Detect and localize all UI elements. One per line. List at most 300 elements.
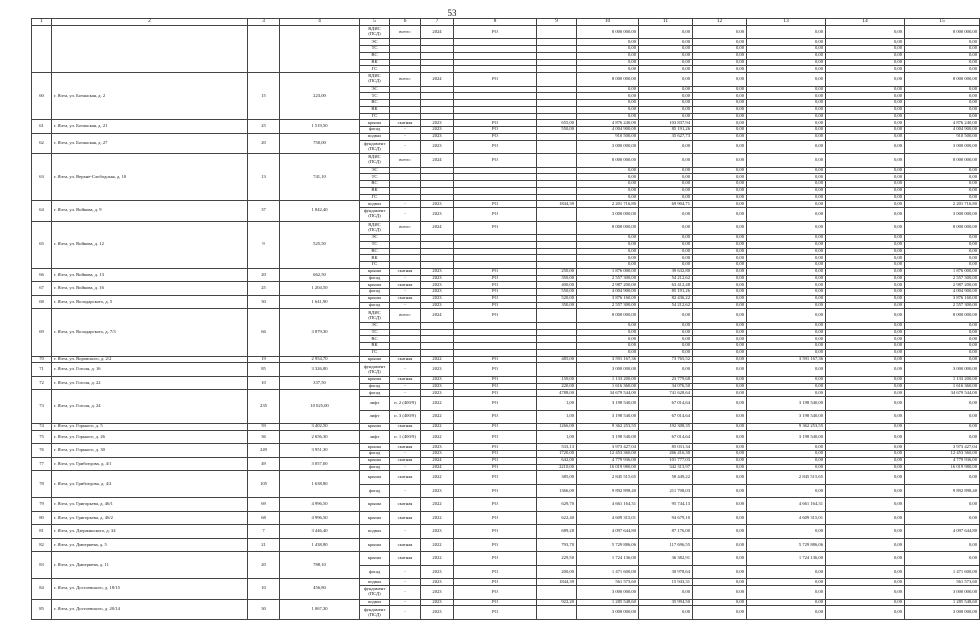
table-cell: 0,00 xyxy=(747,376,826,383)
table-cell: 3 951,30 xyxy=(280,444,360,458)
table-cell xyxy=(454,39,537,46)
table-cell: 0,00 xyxy=(826,538,905,552)
table-cell: 0,00 xyxy=(747,309,826,323)
table-cell xyxy=(537,106,577,113)
table-cell: 2 656,30 xyxy=(280,430,360,444)
table-cell: 2 557 300,00 xyxy=(577,302,639,309)
table-cell xyxy=(454,167,537,174)
table-cell: 2022 xyxy=(421,498,454,512)
table-cell: 80 xyxy=(32,511,52,525)
table-cell: РО xyxy=(454,606,537,620)
table-cell: 2023 xyxy=(421,120,454,127)
table-cell: 0,00 xyxy=(826,451,905,458)
table-cell: фундамент (ПСД) xyxy=(360,140,390,154)
table-cell: 3 198 540,00 xyxy=(747,430,826,444)
table-cell: 2024 xyxy=(421,221,454,235)
table-cell: 1 471 600,00 xyxy=(905,565,980,579)
table-cell: 69 904,71 xyxy=(639,201,693,208)
table-cell: 0,00 xyxy=(905,343,980,350)
table-cell xyxy=(421,86,454,93)
table-cell: 0,00 xyxy=(905,349,980,356)
table-cell: 4 097 644,80 xyxy=(577,525,639,539)
table-cell xyxy=(421,329,454,336)
table-cell xyxy=(390,46,421,53)
table-cell: 12 453 360,00 xyxy=(905,451,980,458)
table-cell: 0,00 xyxy=(905,336,980,343)
table-cell: 0,00 xyxy=(905,322,980,329)
table-cell: ТС xyxy=(360,46,390,53)
table-cell: ВК xyxy=(360,343,390,350)
table-cell: РО xyxy=(454,457,537,464)
table-cell xyxy=(537,46,577,53)
table-cell: 5 729 886,06 xyxy=(747,538,826,552)
table-row xyxy=(32,221,980,235)
table-cell: ЭС xyxy=(360,235,390,242)
table-cell: РО xyxy=(454,73,537,87)
table-cell: 69 xyxy=(248,498,280,512)
table-cell: 0,00 xyxy=(747,525,826,539)
table-cell: 0,00 xyxy=(747,248,826,255)
column-number: 7 xyxy=(421,19,454,26)
table-cell: 0,00 xyxy=(639,59,693,66)
table-cell: 220,00 xyxy=(537,383,577,390)
table-cell: 1 285 548,60 xyxy=(905,599,980,606)
table-cell: г. Ялта, ул. Грибоедова, д. 4/1 xyxy=(52,457,248,471)
table-cell: подвал xyxy=(360,201,390,208)
table-cell: 61 xyxy=(32,120,52,134)
table-cell: 0,00 xyxy=(693,579,747,586)
table-cell: 0,00 xyxy=(693,275,747,282)
table-cell: скатная xyxy=(390,457,421,464)
table-cell: 82 436,22 xyxy=(639,295,693,302)
table-cell: 37 xyxy=(248,201,280,221)
table-cell: 0,00 xyxy=(693,484,747,498)
table-cell: 85 031,34 xyxy=(639,444,693,451)
table-cell: 16 019 980,00 xyxy=(577,464,639,471)
table-cell: 0,00 xyxy=(747,113,826,120)
table-cell: 0,00 xyxy=(639,349,693,356)
table-cell: 0,00 xyxy=(577,181,639,188)
table-cell: г. Ялта, ул. Грибоедова, д. 4/2 xyxy=(52,471,248,498)
table-cell xyxy=(454,86,537,93)
table-cell: ТС xyxy=(360,329,390,336)
table-cell: 0,00 xyxy=(747,120,826,127)
table-cell xyxy=(421,46,454,53)
table-cell: 0,00 xyxy=(693,289,747,296)
table-cell xyxy=(421,181,454,188)
table-cell: 0,00 xyxy=(826,255,905,262)
table-cell: 0,00 xyxy=(826,174,905,181)
table-cell: 0,00 xyxy=(693,268,747,275)
table-cell: ВС xyxy=(360,52,390,59)
table-cell: 2 954,70 xyxy=(280,356,360,363)
table-cell: 0,00 xyxy=(826,39,905,46)
table-cell: подвал xyxy=(360,599,390,606)
table-cell: 25 xyxy=(248,282,280,296)
table-cell: 1 876 000,00 xyxy=(577,268,639,275)
table-cell xyxy=(421,167,454,174)
table-cell: 2024 xyxy=(421,309,454,323)
table-cell: - xyxy=(390,464,421,471)
table-cell: 0,00 xyxy=(826,167,905,174)
table-cell: 0,00 xyxy=(905,59,980,66)
table-cell: 3 000 000,00 xyxy=(905,363,980,377)
table-cell xyxy=(421,66,454,73)
table-cell xyxy=(421,194,454,201)
table-cell xyxy=(421,39,454,46)
table-cell: 4 661 164,31 xyxy=(577,498,639,512)
table-cell: 73 xyxy=(32,390,52,424)
table-cell: 0,00 xyxy=(693,376,747,383)
table-cell: 0,00 xyxy=(693,356,747,363)
column-number: 14 xyxy=(826,19,905,26)
table-cell: скатная xyxy=(390,356,421,363)
table-cell: РО xyxy=(454,133,537,140)
table-cell: 3 198 540,00 xyxy=(577,397,639,411)
table-cell: 0,00 xyxy=(693,201,747,208)
table-cell: 0,00 xyxy=(639,262,693,269)
table-cell: 0,00 xyxy=(826,525,905,539)
table-row xyxy=(32,552,980,566)
table-row xyxy=(32,424,980,431)
table-cell: 793,70 xyxy=(537,538,577,552)
table-cell: 2023 xyxy=(421,525,454,539)
table-cell: 103 837,94 xyxy=(639,120,693,127)
table-cell: 0,00 xyxy=(577,100,639,107)
table-cell: 0,00 xyxy=(693,167,747,174)
table-cell: 0,00 xyxy=(693,255,747,262)
table-cell: 0,00 xyxy=(577,174,639,181)
table-cell: 0,00 xyxy=(826,73,905,87)
table-cell: 2 557 300,00 xyxy=(905,275,980,282)
table-cell: 19 xyxy=(248,356,280,363)
table-cell: 0,00 xyxy=(826,275,905,282)
table-cell: 1,00 xyxy=(537,397,577,411)
table-cell xyxy=(390,336,421,343)
table-cell: 642,00 xyxy=(537,457,577,464)
table-cell: крыша xyxy=(360,268,390,275)
table-cell xyxy=(454,336,537,343)
table-cell xyxy=(421,235,454,242)
table-cell: 0,00 xyxy=(747,25,826,39)
table-cell: 0,00 xyxy=(693,599,747,606)
table-cell xyxy=(390,322,421,329)
table-cell xyxy=(421,187,454,194)
table-cell: 8 000 000,00 xyxy=(905,25,980,39)
table-cell xyxy=(537,187,577,194)
table-cell: 5 729 886,06 xyxy=(577,538,639,552)
table-cell: 0,00 xyxy=(826,241,905,248)
table-cell: 2022 xyxy=(421,471,454,485)
table-cell: 1 204,50 xyxy=(280,282,360,296)
table-row xyxy=(32,282,980,289)
table-cell: РО xyxy=(454,390,537,397)
table-cell xyxy=(390,113,421,120)
table-cell: 2024 xyxy=(421,464,454,471)
table-cell: 35 627,73 xyxy=(639,133,693,140)
table-cell: 82 xyxy=(32,538,52,552)
table-cell: 3 198 540,00 xyxy=(747,397,826,411)
table-cell: 2024 xyxy=(421,25,454,39)
table-cell: 4 097 644,80 xyxy=(905,525,980,539)
table-cell: 8 000 000,00 xyxy=(905,73,980,87)
table-cell xyxy=(421,248,454,255)
table-cell: 200,00 xyxy=(537,565,577,579)
table-cell: 0,00 xyxy=(747,565,826,579)
column-number: 13 xyxy=(747,19,826,26)
table-cell: 2023 xyxy=(421,289,454,296)
table-cell: 0,00 xyxy=(577,113,639,120)
table-cell: 0,00 xyxy=(905,39,980,46)
table-cell xyxy=(537,113,577,120)
table-cell: 0,00 xyxy=(905,262,980,269)
table-cell xyxy=(421,336,454,343)
table-cell: 0,00 xyxy=(747,579,826,586)
table-cell: 0,00 xyxy=(693,181,747,188)
table-cell: 10 xyxy=(248,579,280,599)
table-cell: 0,00 xyxy=(905,106,980,113)
table-cell: 0,00 xyxy=(747,100,826,107)
table-cell: 72 xyxy=(32,376,52,390)
table-cell xyxy=(537,93,577,100)
column-number: 6 xyxy=(390,19,421,26)
table-cell: фасад xyxy=(360,390,390,397)
table-cell: 0,00 xyxy=(747,282,826,289)
table-cell: РО xyxy=(454,599,537,606)
column-number: 1 xyxy=(32,19,52,26)
table-cell: 85 191,26 xyxy=(639,289,693,296)
table-cell xyxy=(421,106,454,113)
table-cell: 1844,39 xyxy=(537,201,577,208)
table-cell: 9 362 253,55 xyxy=(747,424,826,431)
table-cell: 0,00 xyxy=(747,46,826,53)
table-cell: 0,00 xyxy=(693,302,747,309)
table-cell: 65 xyxy=(32,221,52,268)
table-cell: 1,00 xyxy=(537,430,577,444)
table-cell: 85 191,26 xyxy=(639,127,693,134)
table-cell: 400,00 xyxy=(537,282,577,289)
table-cell: 0,00 xyxy=(639,73,693,87)
table-cell: РО xyxy=(454,356,537,363)
table-cell: 0,00 xyxy=(693,471,747,485)
table-cell: 0,00 xyxy=(693,86,747,93)
table-row xyxy=(32,120,980,127)
table-cell xyxy=(454,241,537,248)
table-cell: - xyxy=(390,484,421,498)
table-cell: 79 xyxy=(32,498,52,512)
table-cell: 0,00 xyxy=(639,309,693,323)
table-cell: 0,00 xyxy=(693,322,747,329)
table-cell: 3 000 000,00 xyxy=(577,140,639,154)
table-cell xyxy=(421,100,454,107)
table-cell: ЭС xyxy=(360,39,390,46)
table-cell xyxy=(390,187,421,194)
table-cell: подвал xyxy=(360,579,390,586)
table-cell: 0,00 xyxy=(826,86,905,93)
table-cell xyxy=(454,93,537,100)
table-cell: 0,00 xyxy=(693,457,747,464)
table-cell: г. Ялта, ул. Ботанская, д. 2 xyxy=(52,73,248,120)
table-cell: - xyxy=(390,201,421,208)
table-cell xyxy=(537,73,577,87)
table-row xyxy=(32,268,980,275)
table-cell: 94 679,10 xyxy=(639,511,693,525)
table-cell: 0,00 xyxy=(639,586,693,600)
table-cell: фасад xyxy=(360,565,390,579)
table-cell: - xyxy=(390,390,421,397)
table-cell: - xyxy=(390,289,421,296)
table-cell xyxy=(390,248,421,255)
table-cell: 0,00 xyxy=(693,174,747,181)
table-cell: РО xyxy=(454,471,537,485)
table-cell: ВК xyxy=(360,59,390,66)
table-cell: 0,00 xyxy=(905,248,980,255)
table-cell: 2023 xyxy=(421,390,454,397)
table-cell xyxy=(390,174,421,181)
table-cell: 2024 xyxy=(421,73,454,87)
table-cell: 4 996,50 xyxy=(280,498,360,512)
table-cell: 3 402,50 xyxy=(280,424,360,431)
table-cell: 3 446,40 xyxy=(280,525,360,539)
table-cell: 0,00 xyxy=(577,248,639,255)
table-cell xyxy=(390,349,421,356)
table-cell: 910 500,00 xyxy=(577,133,639,140)
table-cell: 0,00 xyxy=(826,464,905,471)
table-cell: 0,00 xyxy=(826,120,905,127)
table-cell: г. Ялта, ул. Дмитриева, д. 5 xyxy=(52,538,248,552)
table-cell: 0,00 xyxy=(693,363,747,377)
table-cell: 0,00 xyxy=(905,187,980,194)
table-cell: ГС xyxy=(360,194,390,201)
table-cell: крыша xyxy=(360,511,390,525)
table-cell: 0,00 xyxy=(905,235,980,242)
table-cell: 0,00 xyxy=(577,194,639,201)
column-number: 8 xyxy=(454,19,537,26)
table-cell: 64 xyxy=(32,201,52,221)
table-cell: всего: xyxy=(390,309,421,323)
table-cell: 0,00 xyxy=(577,52,639,59)
table-cell: 0,00 xyxy=(826,93,905,100)
table-cell: 0,00 xyxy=(826,336,905,343)
table-cell: 0,00 xyxy=(826,383,905,390)
table-cell: 0,00 xyxy=(747,457,826,464)
table-cell: 70 xyxy=(32,356,52,363)
table-cell: - xyxy=(390,275,421,282)
table-cell: 250,00 xyxy=(537,268,577,275)
table-cell: крыша xyxy=(360,444,390,451)
table-cell xyxy=(537,194,577,201)
table-cell xyxy=(454,343,537,350)
table-cell: 0,00 xyxy=(747,39,826,46)
table-cell: 0,00 xyxy=(826,181,905,188)
table-cell: 0,00 xyxy=(639,52,693,59)
table-cell: 456,80 xyxy=(280,579,360,599)
table-cell: 0,00 xyxy=(693,410,747,424)
table-cell: г. Ялта, ул. Гоголя, д. 22 xyxy=(52,376,248,390)
table-cell: 105 xyxy=(248,471,280,498)
table-cell: 3 000 000,00 xyxy=(905,586,980,600)
table-cell: РО xyxy=(454,275,537,282)
table-cell xyxy=(537,606,577,620)
table-cell: 0,00 xyxy=(693,106,747,113)
table-cell: 0,00 xyxy=(826,498,905,512)
table-cell: 0,00 xyxy=(826,390,905,397)
table-cell: 62 xyxy=(32,133,52,153)
table-cell: 0,00 xyxy=(693,343,747,350)
table-cell: 2023 xyxy=(421,451,454,458)
table-cell: - xyxy=(390,208,421,222)
table-cell: РО xyxy=(454,525,537,539)
table-cell: 2022 xyxy=(421,430,454,444)
table-cell xyxy=(421,52,454,59)
table-cell: РО xyxy=(454,552,537,566)
table-cell: РО xyxy=(454,201,537,208)
table-cell: РО xyxy=(454,309,537,323)
table-cell: РО xyxy=(454,464,537,471)
table-cell: 34 076,50 xyxy=(639,383,693,390)
table-cell: фундамент (ПСД) xyxy=(360,586,390,600)
table-cell xyxy=(390,52,421,59)
table-cell: 4788,00 xyxy=(537,390,577,397)
table-cell: РО xyxy=(454,208,537,222)
table-cell xyxy=(454,174,537,181)
table-cell: фасад xyxy=(360,464,390,471)
table-cell: скатная xyxy=(390,538,421,552)
table-cell: РО xyxy=(454,383,537,390)
table-cell: 0,00 xyxy=(747,66,826,73)
table-cell: 73 765,52 xyxy=(639,356,693,363)
table-cell: 4 004 900,00 xyxy=(577,127,639,134)
table-cell: 8 000 000,00 xyxy=(577,309,639,323)
table-cell: фасад xyxy=(360,302,390,309)
table-row xyxy=(32,133,980,140)
table-cell xyxy=(537,39,577,46)
table-cell: 0,00 xyxy=(747,390,826,397)
table-cell: 0,00 xyxy=(826,268,905,275)
table-cell: 2023 xyxy=(421,484,454,498)
table-cell: 2023 xyxy=(421,140,454,154)
table-cell: фасад xyxy=(360,383,390,390)
table-cell: 622,40 xyxy=(537,511,577,525)
table-cell: 63 412,48 xyxy=(639,282,693,289)
table-cell: 0,00 xyxy=(905,46,980,53)
table-row xyxy=(32,599,980,606)
table-cell xyxy=(537,248,577,255)
table-cell: 0,00 xyxy=(577,46,639,53)
table-row xyxy=(32,363,980,377)
table-cell xyxy=(537,140,577,154)
table-cell: 74 xyxy=(32,424,52,431)
table-cell: 8 000 000,00 xyxy=(905,221,980,235)
table-cell: п. 3 (400/9) xyxy=(390,410,421,424)
table-cell: ГС xyxy=(360,349,390,356)
table-cell: 2 557 300,00 xyxy=(905,302,980,309)
table-cell: скатная xyxy=(390,120,421,127)
table-cell: РО xyxy=(454,268,537,275)
table-cell xyxy=(537,322,577,329)
table-cell xyxy=(454,100,537,107)
table-cell: 0,00 xyxy=(693,208,747,222)
table-cell: г. Ялта, ул. Войкова, д. 16 xyxy=(52,282,248,296)
table-cell: 525,50 xyxy=(280,221,360,268)
table-cell: 229,50 xyxy=(537,552,577,566)
table-cell xyxy=(280,25,360,72)
table-cell: 1 067,30 xyxy=(280,599,360,620)
table-cell: РО xyxy=(454,444,537,451)
table-cell: 0,00 xyxy=(905,471,980,485)
table-row xyxy=(32,444,980,451)
table-cell: РО xyxy=(454,498,537,512)
